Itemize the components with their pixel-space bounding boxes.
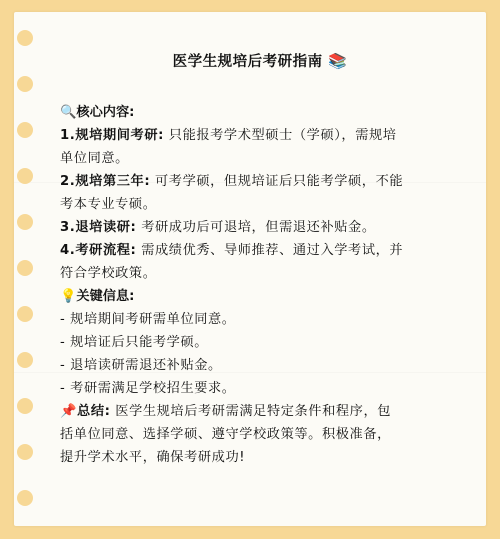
- core-item-3: [60, 216, 470, 239]
- core-item-text: 单位同意。: [60, 151, 129, 166]
- title-text: 医学生规培后考研指南: [172, 54, 323, 70]
- core-item-4: [60, 239, 470, 285]
- binder-hole: [17, 30, 33, 46]
- key-item: - 规培证后只能考学硕。: [60, 335, 209, 350]
- binder-hole: [17, 398, 33, 414]
- magnifier-icon: 🔍: [60, 105, 77, 120]
- books-icon: 📚: [328, 52, 348, 70]
- binder-hole: [17, 214, 33, 230]
- core-item-label: 1.规培期间考研:: [60, 128, 164, 143]
- core-item-text: 考本专业专硕。: [60, 197, 157, 212]
- key-item: - 退培读研需退还补贴金。: [60, 358, 222, 373]
- key-heading-label: 关键信息:: [76, 289, 135, 304]
- core-item-text: 需成绩优秀、导师推荐、通过入学考试，并: [141, 243, 404, 258]
- binder-hole: [17, 352, 33, 368]
- summary-label: 总结:: [77, 404, 111, 419]
- core-item-2: [60, 170, 470, 216]
- binder-hole: [17, 444, 33, 460]
- page-title: [50, 50, 470, 71]
- binder-hole: [17, 76, 33, 92]
- core-item-1: [60, 124, 470, 170]
- summary-text: 括单位同意、选择学硕、遵守学校政策等。积极准备，: [60, 427, 391, 442]
- lightbulb-icon: 💡: [60, 289, 77, 304]
- binder-hole: [17, 260, 33, 276]
- core-heading-label: 核心内容:: [76, 105, 135, 120]
- binder-hole: [17, 168, 33, 184]
- core-item-text: 符合学校政策。: [60, 266, 157, 281]
- pushpin-icon: 📌: [60, 404, 78, 419]
- core-item-text: 考研成功后可退培，但需退还补贴金。: [141, 220, 376, 235]
- core-item-text: 可考学硕，但规培证后只能考学硕，不能: [155, 174, 404, 189]
- core-item-label: 3.退培读研:: [60, 220, 137, 235]
- summary-block: [60, 400, 470, 469]
- paper-sheet: [14, 12, 486, 526]
- core-item-label: 4.考研流程:: [60, 243, 137, 258]
- key-item: - 规培期间考研需单位同意。: [60, 312, 236, 327]
- summary-text: 提升学术水平，确保考研成功!: [60, 450, 246, 465]
- summary-text: 医学生规培后考研需满足特定条件和程序，包: [115, 404, 392, 419]
- binder-hole: [17, 306, 33, 322]
- key-item: - 考研需满足学校招生要求。: [60, 381, 236, 396]
- core-item-label: 2.规培第三年:: [60, 174, 151, 189]
- key-section-heading: [60, 285, 470, 308]
- core-item-text: 只能报考学术型硕士（学硕），需规培: [168, 128, 397, 143]
- binder-hole: [17, 490, 33, 506]
- binder-hole: [17, 122, 33, 138]
- note-content: [60, 50, 470, 469]
- core-section-heading: [60, 101, 470, 124]
